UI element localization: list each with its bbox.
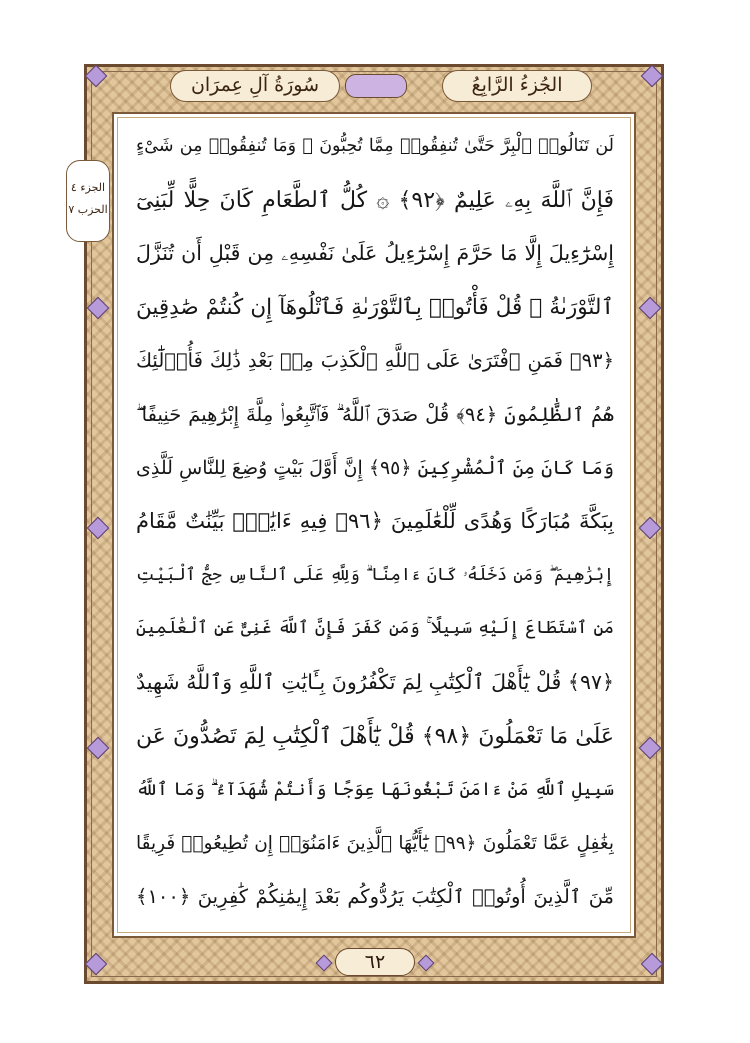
text-line: فَإِنَّ ٱللَّهَ بِهِۦ عَلِيمٌ ﴿٩٢﴾ ۞ كُلُّ ٱلطَّعَامِ كَانَ حِلًّا لِّبَنِىٓ	[136, 187, 614, 213]
text-line: مِّنَ ٱلَّذِينَ أُوتُوا۟ ٱلْكِتَٰبَ يَرُدُّوكُم بَعْدَ إِيمَٰنِكُمْ كَٰفِرِينَ ﴿١٠٠﴾	[136, 885, 614, 909]
text-line: ﴿٩٧﴾ قُلْ يَٰٓأَهْلَ ٱلْكِتَٰبِ لِمَ تَكْفُرُونَ بِـَٔايَٰتِ ٱللَّهِ وَٱللَّهُ شَهِيدٌ	[136, 669, 614, 694]
hizb-marker	[66, 160, 110, 242]
hizb-marker-hizb: الحزب ٧	[68, 203, 108, 216]
text-line: إِبْرَٰهِيمَ ۖ وَمَن دَخَلَهُۥ كَانَ ءَامِنًا ۗ وَلِلَّهِ عَلَى ٱلنَّاسِ حِجُّ ٱلْبَيْتِ	[136, 564, 614, 585]
page-number: ٦٢	[335, 948, 415, 976]
text-line: ٱلتَّوْرَىٰةُ ۗ قُلْ فَأْتُوا۟ بِٱلتَّوْرَىٰةِ فَٱتْلُوهَآ إِن كُنتُمْ صَٰدِقِينَ	[136, 294, 614, 320]
text-line: مَنِ ٱسْتَطَاعَ إِلَيْهِ سَبِيلًا ۚ وَمَن كَفَرَ فَإِنَّ ٱللَّهَ غَنِىٌّ عَنِ ٱلْعَٰلَمِينَ	[136, 618, 614, 639]
surah-title: سُورَةُ آلِ عِمرَان	[170, 70, 340, 102]
text-line: عَلَىٰ مَا تَعْمَلُونَ ﴿٩٨﴾ قُلْ يَٰٓأَهْلَ ٱلْكِتَٰبِ لِمَ تَصُدُّونَ عَن	[136, 723, 614, 749]
juz-title: الجُزءُ الرَّابِعُ	[442, 70, 592, 102]
text-line: سَبِيلِ ٱللَّهِ مَنْ ءَامَنَ تَبْغُونَهَا عِوَجًا وَأَنتُمْ شُهَدَآءُ ۗ وَمَا ٱللَّهُ	[136, 779, 614, 801]
text-line: وَمَا كَانَ مِنَ ٱلْمُشْرِكِينَ ﴿٩٥﴾ إِنَّ أَوَّلَ بَيْتٍ وُضِعَ لِلنَّاسِ لَلَّذِى	[136, 456, 614, 479]
text-line: إِسْرَٰٓءِيلَ إِلَّا مَا حَرَّمَ إِسْرَٰٓءِيلُ عَلَىٰ نَفْسِهِۦ مِن قَبْلِ أَن تُنَزَّلَ	[136, 241, 614, 266]
text-line: بِغَٰفِلٍ عَمَّا تَعْمَلُونَ ﴿٩٩﴾ يَٰٓأَيُّهَا ٱلَّذِينَ ءَامَنُوٓا۟ إِن تُطِيعُوا۟ فَرِيقًا	[136, 832, 614, 854]
quran-text	[136, 120, 614, 926]
text-line: ﴿٩٣﴾ فَمَنِ ٱفْتَرَىٰ عَلَى ٱللَّهِ ٱلْكَذِبَ مِنۢ بَعْدِ ذَٰلِكَ فَأُو۟لَٰٓئِكَ	[136, 349, 614, 373]
text-line: هُمُ ٱلظَّٰلِمُونَ ﴿٩٤﴾ قُلْ صَدَقَ ٱللَّهُ ۗ فَٱتَّبِعُوا۟ مِلَّةَ إِبْرَٰهِيمَ حَنِيفًا ۖ	[136, 402, 614, 426]
header-ornament	[345, 74, 407, 98]
text-line: لَن تَنَالُوا۟ ٱلْبِرَّ حَتَّىٰ تُنفِقُوا۟ مِمَّا تُحِبُّونَ ۚ وَمَا تُنفِقُوا۟ مِن شَىْءٍ	[136, 136, 614, 156]
hizb-marker-juz: الجزء ٤	[70, 181, 106, 194]
text-line: بِبَكَّةَ مُبَارَكًا وَهُدًى لِّلْعَٰلَمِينَ ﴿٩٦﴾ فِيهِ ءَايَٰتٌۢ بَيِّنَٰتٌ مَّقَامُ	[136, 509, 614, 534]
